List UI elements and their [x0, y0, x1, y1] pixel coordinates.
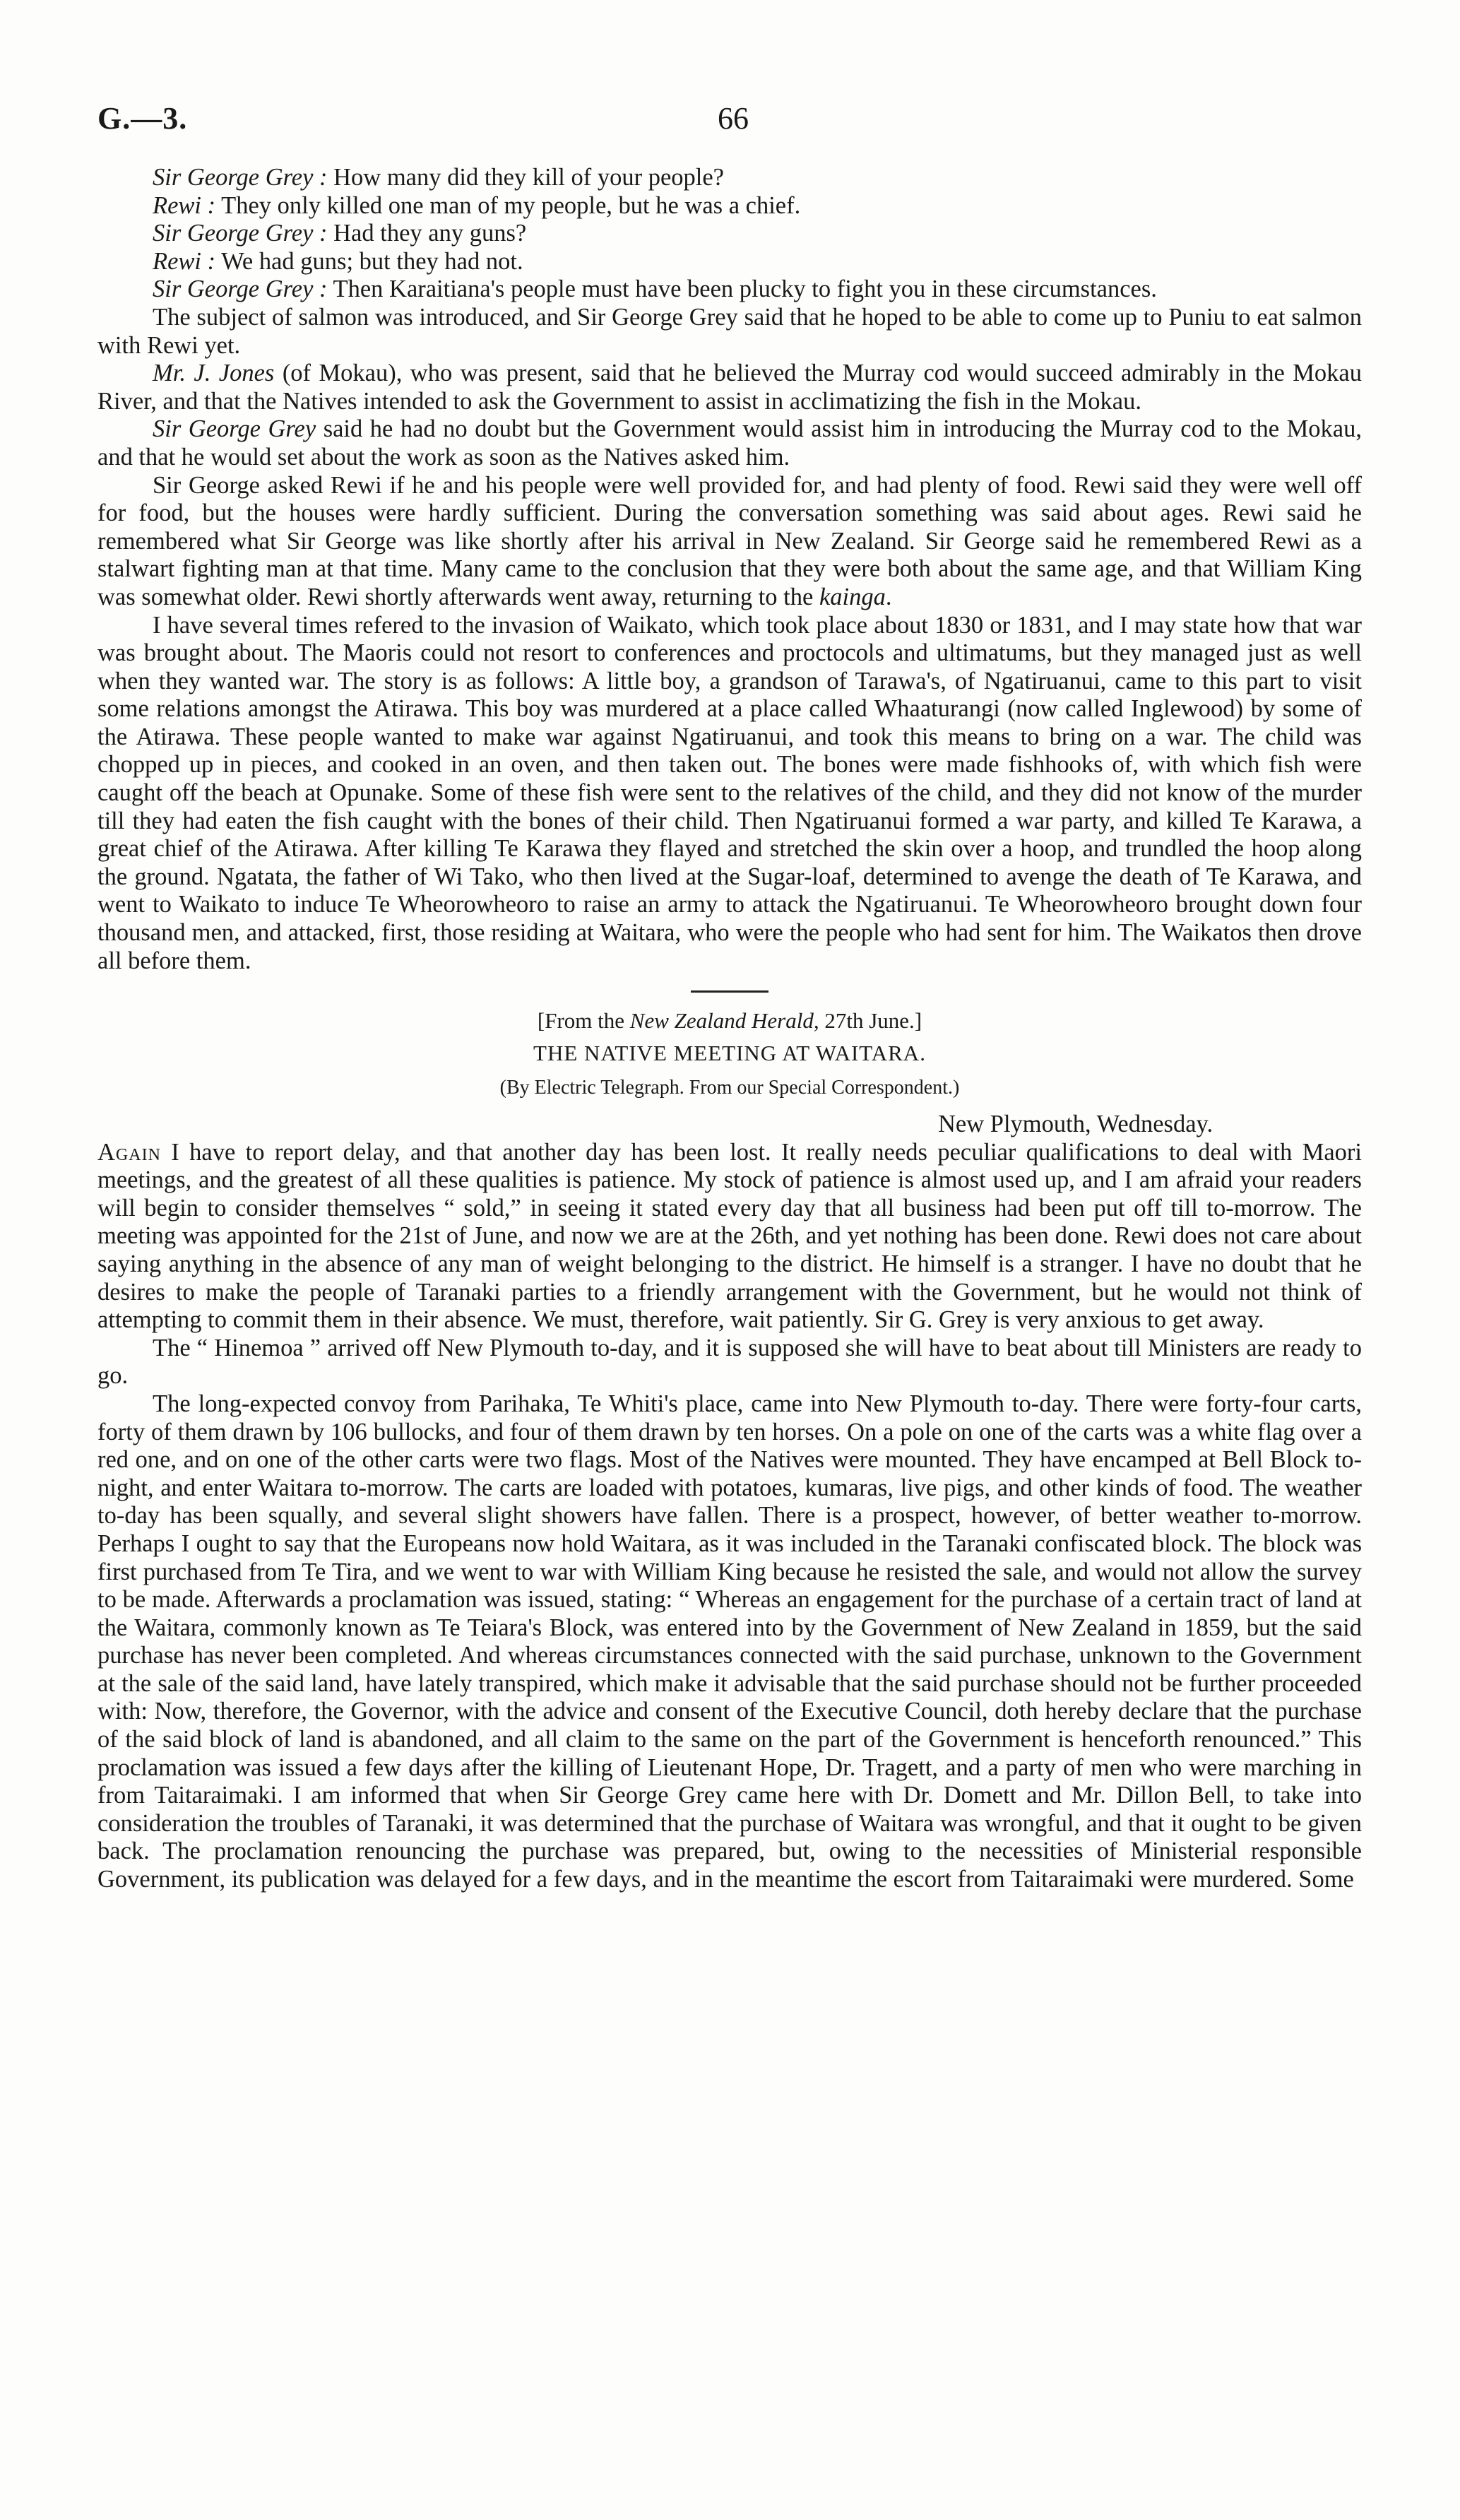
dialogue-line	[97, 276, 1362, 304]
dialogue-text: Then Karaitiana's people must have been plucky to fight you in these circumstances.	[333, 276, 1157, 303]
page-header	[97, 100, 1369, 150]
speaker-name: Sir George Grey :	[153, 276, 328, 303]
dialogue-line	[97, 192, 1362, 220]
lead-word: Again	[97, 1138, 161, 1166]
paragraph-salmon: The subject of salmon was introduced, and Sir George Grey said that he hoped to be able to come up to Puniu to eat salmon with Rewi yet.	[97, 303, 1362, 359]
article-subhead: (By Electric Telegraph. From our Special Correspondent.)	[499, 1077, 960, 1099]
dialogue-text: How many did they kill of your people?	[333, 164, 724, 191]
article-paragraph: The “ Hinemoa ” arrived off New Plymouth to-day, and it is supposed she will have to beat about till Ministers are ready to go.	[97, 1334, 1362, 1390]
speaker-name: Sir George Grey :	[153, 164, 328, 191]
speaker-name: Sir George Grey	[153, 415, 316, 443]
article-dateline: New Plymouth, Wednesday.	[938, 1111, 1213, 1137]
dialogue-line	[97, 248, 1362, 276]
paragraph-grey-cod: Sir George Grey said he had no doubt but the Government would assist him in introducing the Murray cod to the Mokau, and that he would set about the work as soon as the Natives asked him.	[97, 415, 1362, 471]
paragraph-jones: Mr. J. Jones (of Mokau), who was present, said that he believed the Murray cod would succeed admirably in the Mokau River, and that the Natives intended to ask the Government to assist in acclimatizing the fish in the Mokau.	[97, 360, 1362, 415]
speaker-name: Mr. J. Jones	[153, 360, 275, 387]
speaker-name: Sir George Grey :	[153, 220, 328, 247]
article-paragraph: The long-expected convoy from Parihaka, Te Whiti's place, came into New Plymouth to-day. There were forty-four carts, forty of them drawn by 106 bullocks, and four of them drawn by ten horses. On a pole on one of the carts was a white flag over a red one, and on one of the other carts were two flags. Most of the Natives were mounted. They have encamped at Bell Block to-night, and enter Waitara to-morrow. The carts are loaded with potatoes, kumaras, live pigs, and other kinds of food. The weather to-day has been squally, and several slight showers have fallen. There is a prospect, however, of better weather to-morrow. Perhaps I ought to say that the Europeans now hold Waitara, as it was included in the Taranaki confiscated block. The block was first purchased from Te Tira, and we went to war with William King because he resisted the sale, and would not allow the survey to be made. Afterwards a proclamation was issued, stating: “ Whereas an engagement for the purchase of a certain tract of land at the Waitara, commonly known as Te Teiara's Block, was entered into by the Government of New Zealand in 1859, but the said purchase has never been completed. And whereas circumstances connected with the said purchase, unknown to the Government at the sale of the said land, have lately transpired, which make it advisable that the said purchase should not be further proceeded with: Now, therefore, the Governor, with the advice and consent of the Executive Council, doth hereby declare that the purchase of the said block of land is abandoned, and all claim to the same on the part of the Government is henceforth renounced.” This proclamation was issued a few days after the killing of Lieutenant Hope, Dr. Tragett, and a party of men who were marching in from Taitaraimaki. I am informed that when Sir George Grey came here with Dr. Domett and Mr. Dillon Bell, to take into consideration the troubles of Taranaki, it was determined that the purchase of Waitara was wrongful, and that it ought to be given back. The proclamation renouncing the purchase was prepared, but, owing to the necessities of Ministerial responsible Government, its publication was delayed for a few days, and in the meantime the escort from Taitaraimaki were murdered. Some	[97, 1390, 1362, 1893]
speaker-name: Rewi :	[153, 247, 216, 275]
paragraph-rewi-food: Sir George asked Rewi if he and his people were well provided for, and had plenty of food. Rewi said they were well off for food, but the houses were hardly sufficient. During the conversation something was said about ages. Rewi said he remembered what Sir George was like shortly after his arrival in New Zealand. Sir George said he remembered Rewi as a stalwart fighting man at that time. Many came to the conclusion that they were both about the same age, and that William King was somewhat older. Rewi shortly afterwards went away, returning to the kainga.	[97, 471, 1362, 610]
article-headline: THE NATIVE MEETING AT WAITARA.	[533, 1040, 926, 1065]
dialogue-line	[97, 164, 1362, 192]
page-body	[97, 164, 1362, 1894]
article-source: [From the New Zealand Herald, 27th June.]	[537, 1008, 922, 1034]
dialogue-text: They only killed one man of my people, but he was a chief.	[221, 191, 801, 219]
dialogue-line	[97, 220, 1362, 248]
speaker-name: Rewi :	[153, 191, 216, 219]
page-number: 66	[718, 101, 749, 136]
paragraph-invasion: I have several times refered to the invasion of Waikato, which took place about 1830 or 1831, and I may state how that war was brought about. The Maoris could not resort to conferences and proctocols and ultimatums, but they managed just as well when they wanted war. The story is as follows: A little boy, a grandson of Tarawa's, of Ngatiruanui, came to this part to visit some relations amongst the Atirawa. This boy was murdered at a place called Whaaturangi (now called Inglewood) by some of the Atirawa. These people wanted to make war against Ngatiruanui, and took this means to bring on a war. The child was chopped up in pieces, and cooked in an oven, and then taken out. The bones were made fishhooks of, with which fish were caught off the beach at Opunake. Some of these fish were sent to the relatives of the child, and they did not know of the murder till they had eaten the fish caught with the bones of their child. Then Ngatiruanui formed a war party, and killed Te Karawa, a great chief of the Atirawa. After killing Te Karawa they flayed and stretched the skin over a hoop, and trundled the hoop along the ground. Ngatata, the father of Wi Tako, who then lived at the Sugar-loaf, determined to avenge the death of Te Karawa, and went to Waikato to induce Te Wheorowheoro to raise an army to attack the Ngatiruanui. Te Wheorowheoro brought down four thousand men, and attacked, first, those residing at Waitara, who were the people who had sent for him. The Waikatos then drove all before them.	[97, 611, 1362, 974]
dialogue-text: We had guns; but they had not.	[221, 247, 523, 275]
article-paragraph: Again I have to report delay, and that another day has been lost. It really needs peculiar qualifications to deal with Maori meetings, and the greatest of all these qualities is patience. My stock of patience is almost used up, and I am afraid your readers will begin to consider themselves “ sold,” in seeing it stated every day that all business had been put off till to-morrow. The meeting was appointed for the 21st of June, and now we are at the 26th, and yet nothing has been done. Rewi does not care about saying anything in the absence of any man of weight belonging to the district. He himself is a stranger. I have no doubt that he desires to make the people of Taranaki parties to a friendly arrangement with the Government, but he would not think of attempting to commit them in their absence. We must, therefore, wait patiently. Sir G. Grey is very anxious to get away.	[97, 1138, 1363, 1334]
dialogue-text: Had they any guns?	[333, 220, 527, 247]
italic-term: kainga	[819, 583, 886, 610]
section-divider	[691, 990, 768, 993]
newspaper-name: New Zealand Herald,	[629, 1008, 819, 1034]
document-reference: G.—3.	[97, 101, 188, 136]
